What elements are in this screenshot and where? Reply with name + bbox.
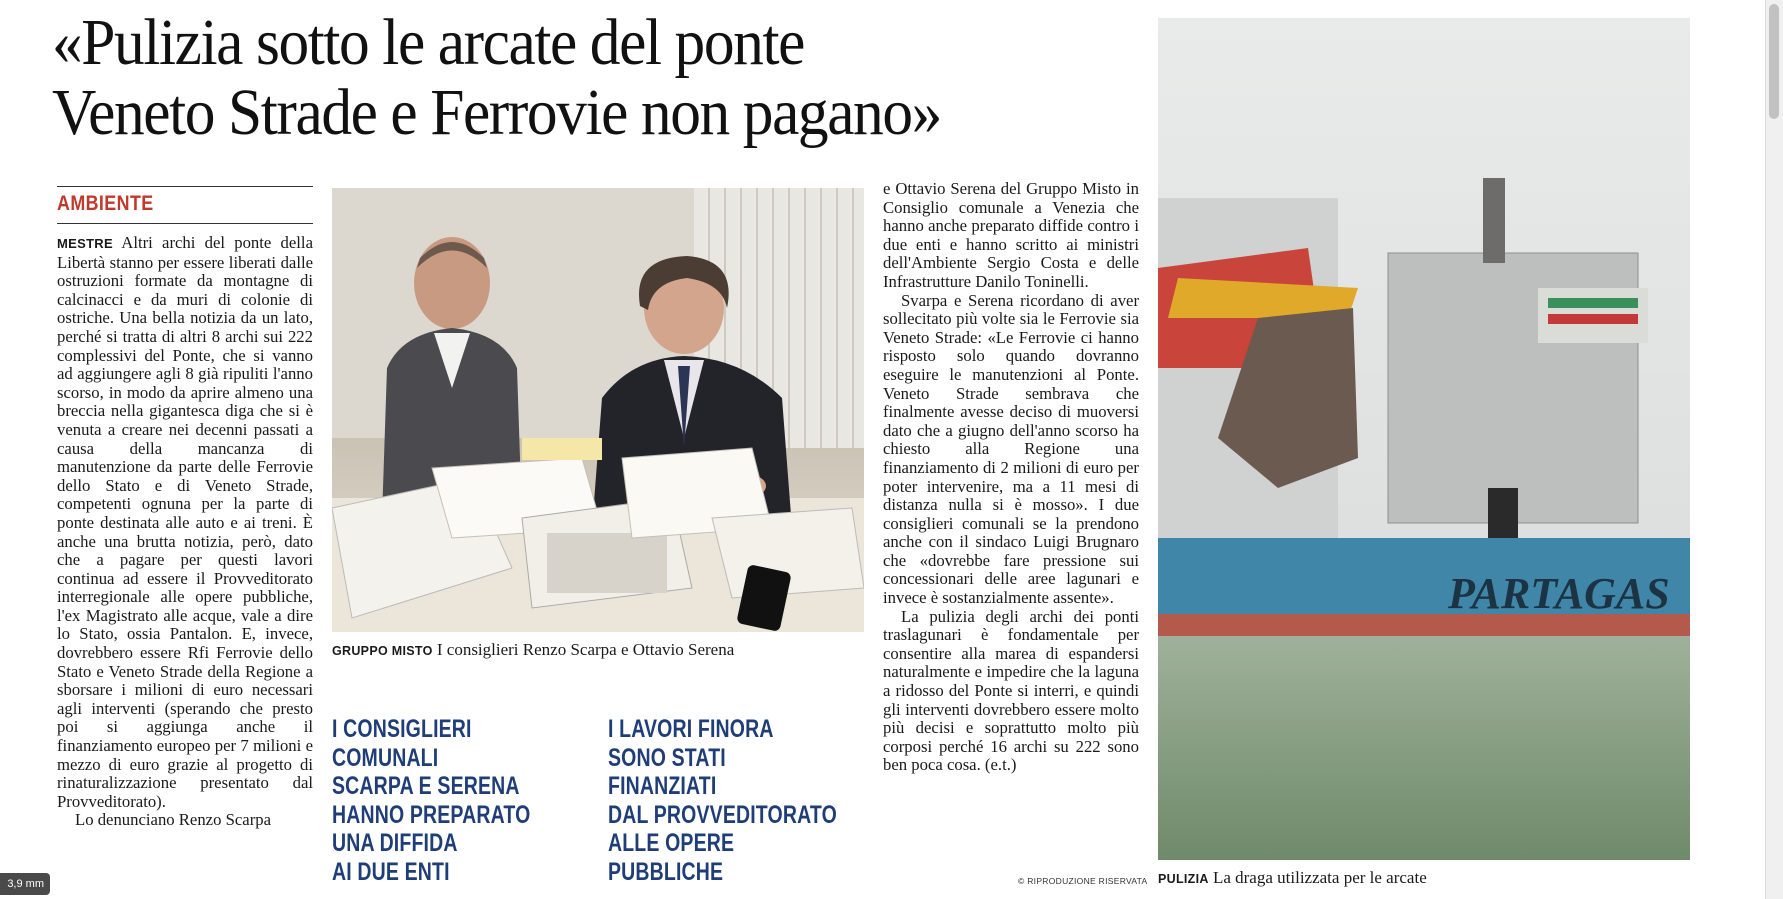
caption-1-text: I consiglieri Renzo Scarpa e Ottavio Serena (436, 640, 735, 659)
photo-caption-1 (332, 640, 872, 660)
pullquote-2-line: I LAVORI FINORA (608, 715, 774, 743)
copyright-notice: © RIPRODUZIONE RISERVATA (1018, 876, 1148, 886)
pullquote-1-line: I CONSIGLIERI (332, 715, 472, 743)
pullquote-1-line: SCARPA E SERENA (332, 772, 520, 800)
pullquote-2 (608, 715, 837, 886)
dateline: MESTRE (57, 236, 113, 251)
pullquote-1-line: UNA DIFFIDA (332, 829, 458, 857)
article-column-1 (57, 234, 313, 830)
section-rubric (57, 186, 313, 224)
documents-on-desk (332, 418, 864, 632)
pullquote-1-line: AI DUE ENTI (332, 857, 450, 886)
councillors-photo (332, 188, 864, 632)
pullquote-1-line: HANNO PREPARATO (332, 800, 531, 829)
caption-2-text: La draga utilizzata per le arcate (1212, 868, 1427, 887)
photo-caption-2 (1158, 868, 1427, 888)
headline-line-2: Veneto Strade e Ferrovie non pagano» (52, 76, 941, 149)
boat-name: PARTAGAS (1448, 569, 1670, 618)
pullquote-2-line: ALLE OPERE (608, 829, 735, 857)
scrollbar-thumb[interactable] (1769, 4, 1779, 119)
pullquote-2-line: PUBBLICHE (608, 857, 724, 886)
pullquote-2-line: FINANZIATI (608, 772, 717, 800)
pullquote-1 (332, 715, 530, 886)
article-headline (52, 8, 1094, 148)
column-1-paragraph-2: Lo denunciano Renzo Scarpa (75, 810, 272, 830)
column-3-paragraph-1: e Ottavio Serena del Gruppo Misto in Consiglio comunale a Venezia che hanno anche preparato diffide contro i due enti e hanno scritto ai ministri dell'Ambiente Sergio Costa e delle Infrastrutture Danilo Toninelli. (883, 179, 1139, 291)
column-3-paragraph-3: La pulizia degli archi dei ponti traslagunari è fondamentale per consentire alla marea di espandersi naturalmente e impedire che la laguna a ridosso del Ponte si interri, e quindi gli interventi dovrebbero essere molto più decisi e soprattutto molto più corposi perché 16 archi su 222 sono ben poca cosa. (e.t.) (883, 606, 1139, 775)
column-1-text: Altri archi del ponte della Libertà stanno per essere liberati dalle ostruzioni formate da montagne di calcinacci e da muri di colonie di ostriche. Una bella notizia da un lato, perché si tratta di altri 8 archi sui 222 complessivi del Ponte, che si vanno ad aggiungere agli 8 già ripuliti l'anno scorso, in modo da aprire almeno una breccia nella gigantesca diga che si è venuta a creare nei decenni passati a causa della mancanza di manutenzione da parte delle Ferrovie dello Stato e di Veneto Strade, competenti ognuna per la parte di ponte destinata alle auto e ai treni. È anche una brutta notizia, però, dato che a pagare per questi lavori continua ad essere il Provveditorato interregionale alle opere pubbliche, l'ex Magistrato alle acque, vale a dire lo Stato, ossia Pantalon. E, invece, dovrebbero essere Rfi Ferrovie dello Stato e Veneto Strade della Regione a sborsare i milioni di euro necessari agli interventi (sperando che presto poi si aggiunga anche il finanziamento europeo per 7 milioni e mezzo di euro grazie al progetto di rinaturalizzazione presentato dal Provveditorato). (57, 233, 313, 811)
caption-2-tag: PULIZIA (1158, 872, 1209, 886)
pullquote-1-line: COMUNALI (332, 743, 439, 772)
headline-line-1: «Pulizia sotto le arcate del ponte (52, 6, 804, 79)
dredger-illustration (1158, 18, 1690, 860)
pullquote-2-line: SONO STATI (608, 743, 726, 772)
caption-1-tag: GRUPPO MISTO (332, 644, 433, 658)
pullquote-2-line: DAL PROVVEDITORATO (608, 800, 837, 829)
column-1-paragraph-1 (57, 234, 313, 811)
column-3-paragraph-2: Svarpa e Serena ricordano di aver sollecitato più volte sia le Ferrovie sia Veneto Strade: «Le Ferrovie ci hanno risposto solo quando dovranno eseguire le manutenzioni al Ponte. Veneto Strade sembrava che finalmente avesse deciso di muoversi dato che a giugno dell'anno scorso ha chiesto alla Regione una finanziamento di 2 milioni di euro per poter intervenire, ma a 11 mesi di distanza nulla si è mosso». I due consiglieri comunali se la prendono anche con il sindaco Luigi Brugnaro che «dovrebbe fare pressione sui concessionari delle aree lagunari e invece è sostanzialmente assente». (883, 290, 1139, 608)
dredger-photo (1158, 18, 1690, 860)
rubric-label: AMBIENTE (57, 192, 154, 215)
article-column-3 (883, 180, 1139, 775)
vertical-scrollbar[interactable] (1765, 0, 1783, 899)
measurement-badge: 3,9 mm (0, 873, 50, 895)
